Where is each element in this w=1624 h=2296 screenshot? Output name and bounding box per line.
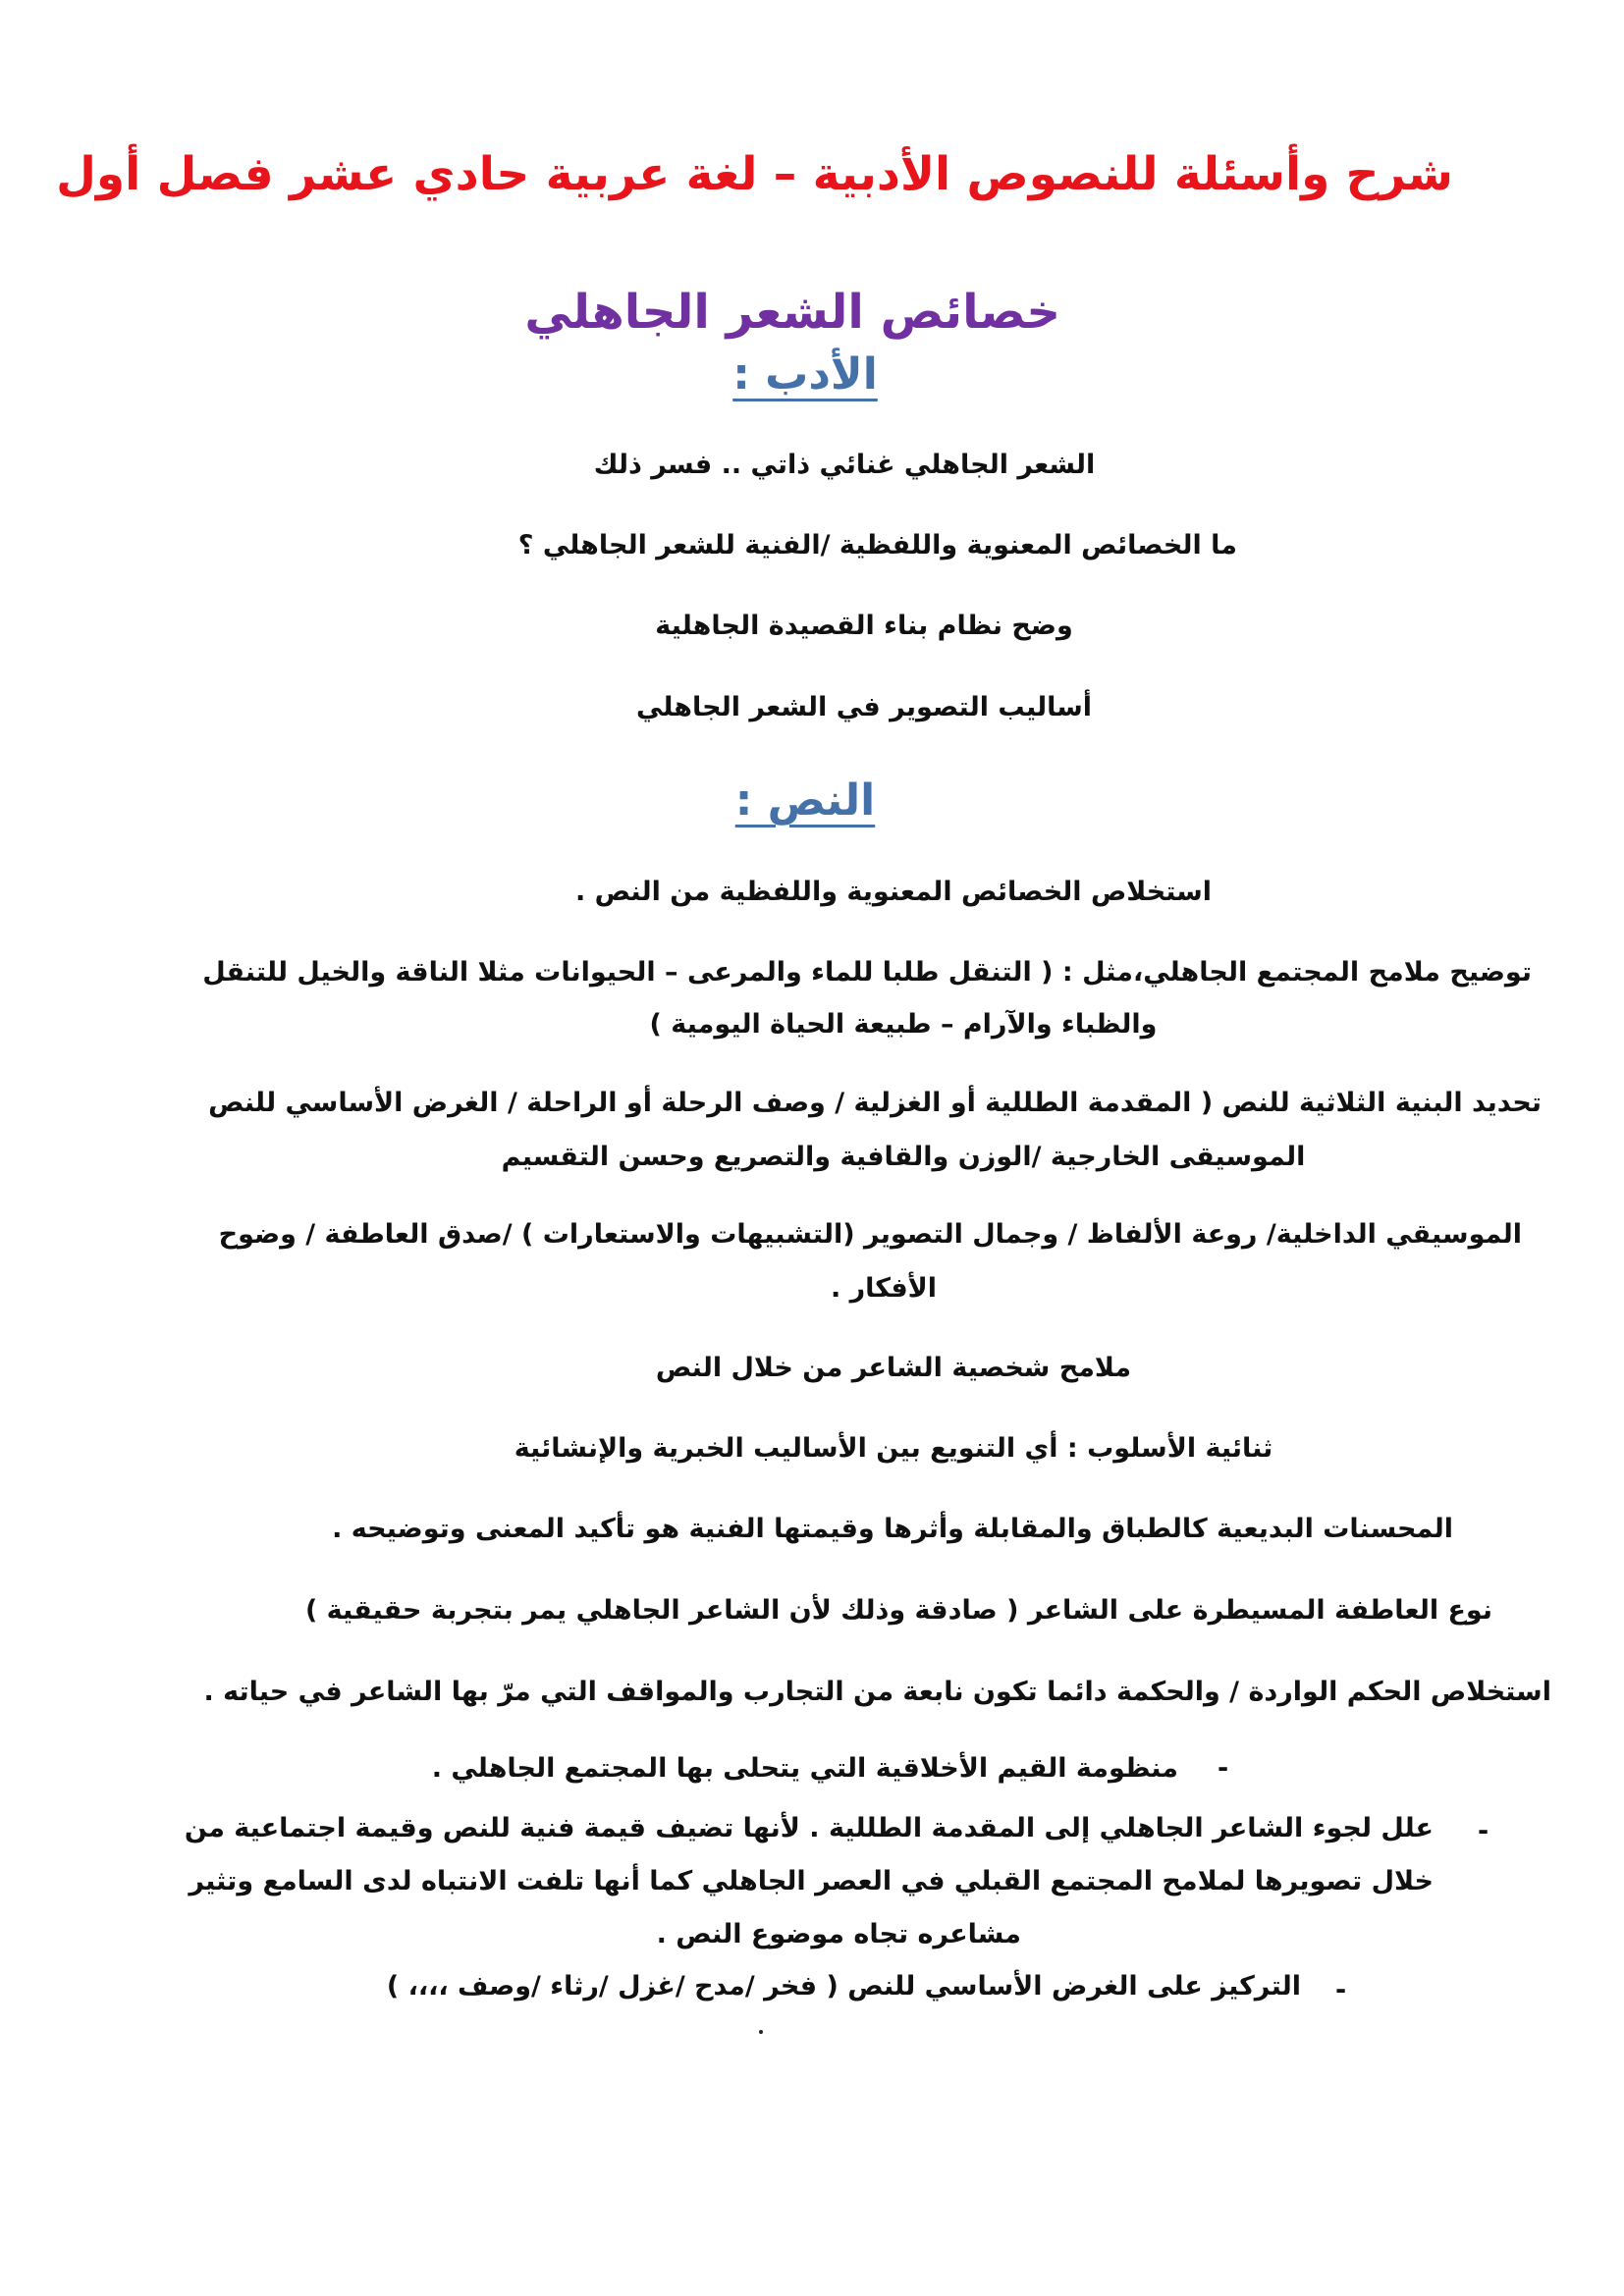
text-item: المحسنات البديعية كالطباق والمقابلة وأثرها وقيمتها الفنية هو تأكيد المعنى وتوضيحه . xyxy=(332,1514,1453,1544)
text-item: توضيح ملامح المجتمع الجاهلي،مثل : ( التنقل طلبا للماء والمرعى – الحيوانات مثلا الناقة والخيل للتنقل xyxy=(202,957,1532,988)
text-item: نوع العاطفة المسيطرة على الشاعر ( صادقة وذلك لأن الشاعر الجاهلي يمر بتجربة حقيقية ) xyxy=(304,1595,1492,1626)
literature-item: وضح نظام بناء القصيدة الجاهلية xyxy=(655,611,1073,641)
bullet-mark: - xyxy=(1218,1753,1229,1784)
document-subtitle: خصائص الشعر الجاهلي xyxy=(524,285,1060,340)
bullet-item-continued: مشاعره تجاه موضوع النص . xyxy=(656,1919,1021,1949)
text-item-continued: والظباء والآرام – طبيعة الحياة اليومية ) xyxy=(649,1009,1158,1040)
text-item: ثنائية الأسلوب : أي التنويع بين الأساليب الخبرية والإنشائية xyxy=(514,1433,1273,1464)
bullet-item: التركيز على الغرض الأساسي للنص ( فخر /مدح /غزل /رثاء /وصف ،،،، ) xyxy=(386,1971,1301,2002)
bullet-item: منظومة القيم الأخلاقية التي يتحلى بها المجتمع الجاهلي . xyxy=(431,1753,1178,1784)
bullet-item: علل لجوء الشاعر الجاهلي إلى المقدمة الطللية . لأنها تضيف قيمة فنية للنص وقيمة اجتماعية من xyxy=(184,1813,1434,1843)
document-title: شرح وأسئلة للنصوص الأدبية – لغة عربية حادي عشر فصل أول xyxy=(56,147,1453,201)
literature-item: الشعر الجاهلي غنائي ذاتي .. فسر ذلك xyxy=(593,450,1096,480)
section-heading-literature: الأدب : xyxy=(732,349,878,400)
literature-item: أساليب التصوير في الشعر الجاهلي xyxy=(635,692,1093,722)
bullet-item-continued: خلال تصويرها لملامح المجتمع القبلي في العصر الجاهلي كما أنها تلفت الانتباه لدى السامع وتثير xyxy=(189,1866,1434,1896)
stray-dot-mark xyxy=(759,2030,763,2034)
section-heading-text: النص : xyxy=(734,775,876,826)
text-item: ملامح شخصية الشاعر من خلال النص xyxy=(655,1353,1132,1383)
text-item: استخلاص الخصائص المعنوية واللفظية من النص . xyxy=(574,877,1213,907)
text-item: استخلاص الحكم الواردة / والحكمة دائما تكون نابعة من التجارب والمواقف التي مرّ بها الشاعر في حياته . xyxy=(203,1677,1551,1707)
text-item-continued: الأفكار . xyxy=(830,1273,938,1304)
literature-item: ما الخصائص المعنوية واللفظية /الفنية للشعر الجاهلي ؟ xyxy=(517,530,1237,561)
bullet-mark: - xyxy=(1478,1816,1489,1846)
text-item: تحديد البنية الثلاثية للنص ( المقدمة الطللية أو الغزلية / وصف الرحلة أو الراحلة / الغرض الأساسي للنص xyxy=(208,1088,1542,1118)
text-item: الموسيقي الداخلية/ روعة الألفاظ / وجمال التصوير (التشبيهات والاستعارات ) /صدق العاطفة / وضوح xyxy=(218,1219,1522,1250)
bullet-mark: - xyxy=(1335,1975,1347,2005)
text-item: الموسيقى الخارجية /الوزن والقافية والتصريع وحسن التقسيم xyxy=(501,1142,1306,1172)
